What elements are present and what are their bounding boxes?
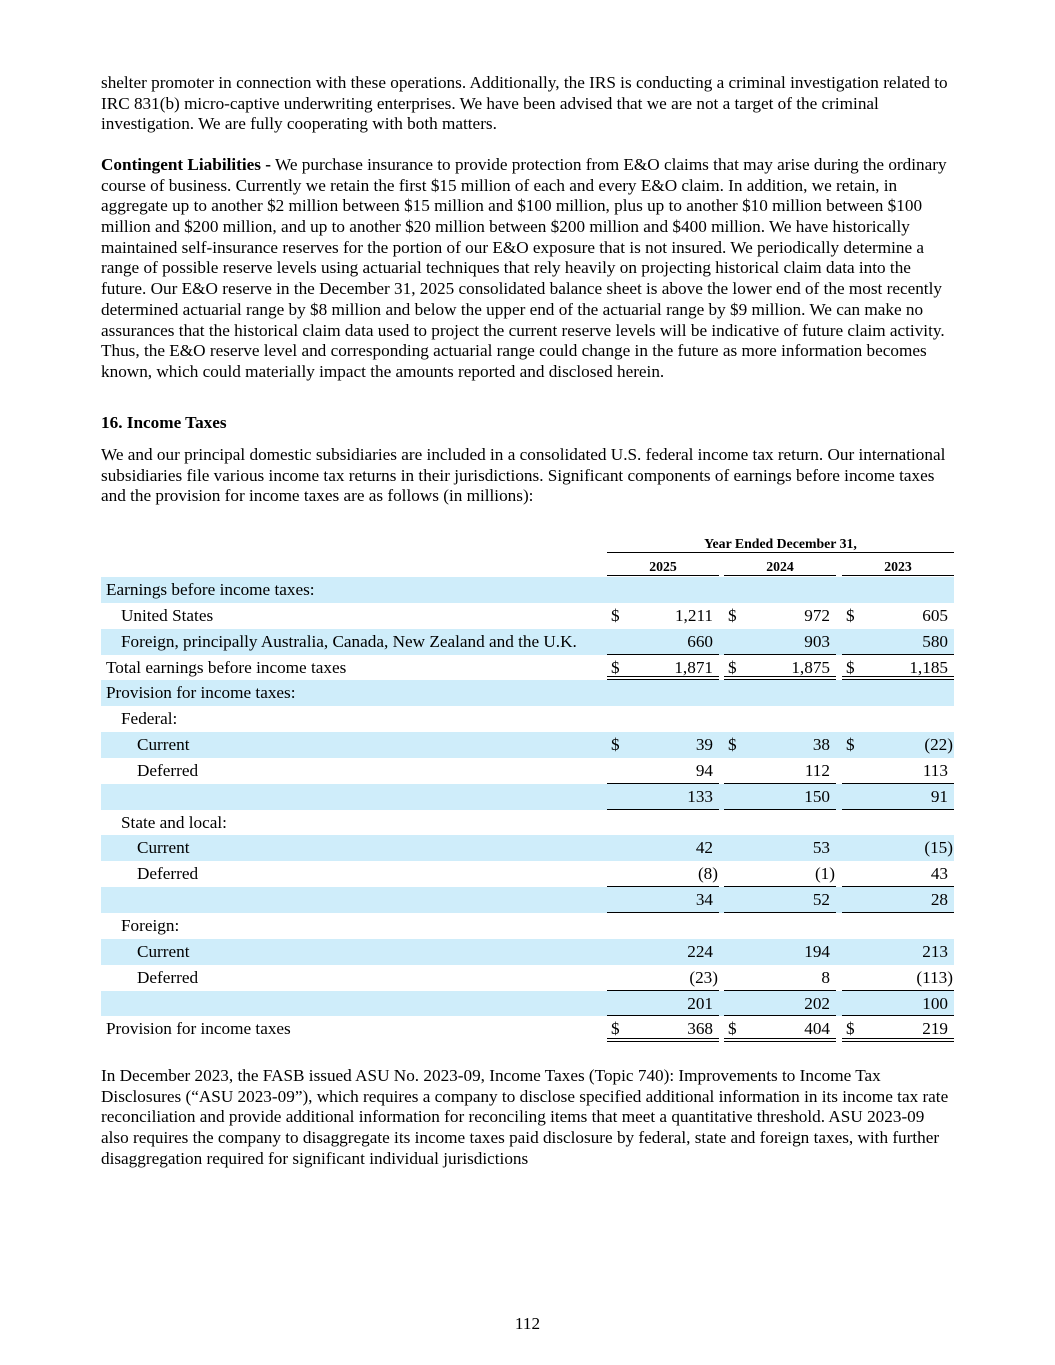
table-row (101, 629, 954, 655)
amount: 150 (804, 786, 830, 806)
amount: (15) (924, 838, 953, 858)
amount: 224 (687, 941, 713, 961)
amount: 201 (687, 993, 713, 1013)
cell-2023 (842, 784, 954, 810)
cell-2024 (724, 1016, 836, 1042)
table-row (101, 913, 954, 939)
table-row-subtotal (101, 887, 954, 913)
currency-symbol: $ (611, 1019, 620, 1039)
text-line: In December 2023, the FASB issued ASU No. 2023-09, Income Taxes (Topic 740): Improvements to Income Tax (101, 1066, 881, 1085)
amount: (8) (697, 864, 718, 884)
row-label: Current (137, 838, 190, 858)
row-label: Current (137, 941, 190, 961)
currency-symbol: $ (846, 657, 855, 677)
currency-symbol: $ (611, 735, 620, 755)
text-line: future. Our E&O reserve in the December 31, 2025 consolidated balance sheet is above the lower end of the most recently (101, 279, 942, 299)
column-header-2025: 2025 (607, 558, 719, 576)
currency-symbol: $ (728, 657, 737, 677)
amount: 972 (804, 605, 830, 625)
amount: 39 (695, 735, 713, 755)
table-row-subtotal (101, 784, 954, 810)
cell-2024 (724, 835, 836, 861)
amount: 94 (695, 760, 713, 780)
amount: 43 (930, 864, 948, 884)
row-label: United States (121, 605, 214, 625)
amount: 113 (922, 760, 948, 780)
text-line: and the provision for income taxes are as follows (in millions): (101, 486, 534, 506)
section-heading-text: 16. Income Taxes (101, 413, 227, 432)
table-row (101, 810, 954, 836)
cell-2024 (724, 603, 836, 629)
column-header-2024: 2024 (724, 558, 836, 576)
currency-symbol: $ (846, 605, 855, 625)
cell-2025 (607, 939, 719, 965)
currency-symbol: $ (846, 735, 855, 755)
amount: 34 (695, 890, 713, 910)
continuation-paragraph (101, 73, 955, 135)
amount: 112 (804, 760, 830, 780)
cell-2023 (842, 732, 954, 758)
cell-2024 (724, 732, 836, 758)
text-line: We and our principal domestic subsidiaries are included in a consolidated U.S. federal income tax return. Our international (101, 445, 946, 464)
text-line: IRC 831(b) micro-captive underwriting enterprises. We have been advised that we are not a target of the criminal (101, 93, 879, 113)
cell-2023 (842, 965, 954, 991)
table-row (101, 603, 954, 629)
currency-symbol: $ (728, 1019, 737, 1039)
amount: 202 (804, 993, 830, 1013)
amount: 28 (930, 890, 948, 910)
cell-2024 (724, 965, 836, 991)
table-row (101, 939, 954, 965)
cell-2023 (842, 629, 954, 655)
amount: 38 (812, 735, 830, 755)
cell-2025 (607, 603, 719, 629)
row-label: Provision for income taxes: (106, 683, 296, 703)
cell-2025 (607, 732, 719, 758)
amount: 404 (804, 1019, 830, 1039)
page-number: 112 (514, 1314, 541, 1333)
cell-2025 (607, 1016, 719, 1042)
text-line: also requires the company to disaggregate its income taxes paid disclosure by federal, state and foreign taxes, with further (101, 1128, 940, 1148)
income-taxes-intro-paragraph (101, 445, 955, 507)
amount: 1,185 (909, 657, 948, 677)
cell-2025 (607, 835, 719, 861)
currency-symbol: $ (846, 1019, 855, 1039)
currency-symbol: $ (728, 735, 737, 755)
text-line: reconciliation and provide additional information for reconciling items that meet a quantitative threshold. ASU 2023-09 (101, 1107, 925, 1127)
amount: 213 (922, 941, 948, 961)
amount: 42 (695, 838, 713, 858)
row-label: Current (137, 735, 190, 755)
table-row-subtotal (101, 991, 954, 1017)
amount: 52 (812, 890, 830, 910)
cell-2023 (842, 861, 954, 887)
text-line: known, which could materially impact the amounts reported and disclosed herein. (101, 361, 665, 381)
text-line: maintained self-insurance reserves for the portion of our E&O exposure that is not insured. We periodically determine a (101, 237, 925, 257)
text-line (101, 155, 955, 176)
text-line: million and $200 million, and up to another $20 million between $200 million and $400 million. We have historically (101, 217, 910, 237)
amount: 53 (812, 838, 830, 858)
table-row (101, 680, 954, 706)
cell-2024 (724, 991, 836, 1017)
cell-2024 (724, 629, 836, 655)
table-row-total (101, 655, 954, 681)
cell-2025 (607, 784, 719, 810)
amount: 1,871 (674, 657, 713, 677)
text-line: Disclosures (“ASU 2023-09”), which requires a company to disclose specified additional information in its income tax rate (101, 1086, 949, 1106)
table-row (101, 577, 954, 603)
income-taxes-table (101, 577, 954, 1042)
column-header-2023: 2023 (842, 558, 954, 576)
amount: 133 (687, 786, 713, 806)
amount: 660 (687, 631, 713, 651)
currency-symbol: $ (728, 605, 737, 625)
asu-paragraph (101, 1066, 955, 1169)
text-line: subsidiaries file various income tax returns in their jurisdictions. Significant components of earnings before income taxes (101, 465, 935, 485)
cell-2025 (607, 991, 719, 1017)
text-line: Thus, the E&O reserve level and corresponding actuarial range could change in the future as more information becomes (101, 341, 927, 361)
text-line: range of possible reserve levels using actuarial techniques that rely heavily on projecting historical claim data into the (101, 258, 911, 278)
cell-2023 (842, 991, 954, 1017)
text-line: investigation. We are fully cooperating with both matters. (101, 114, 497, 134)
table-row (101, 758, 954, 784)
text-line: aggregate up to another $2 million between $15 million and $100 million, plus up to another $10 million between $100 (101, 196, 923, 216)
cell-2025 (607, 629, 719, 655)
column-group-header: Year Ended December 31, (607, 535, 954, 553)
row-label: State and local: (121, 812, 227, 832)
amount: (1) (814, 864, 835, 884)
cell-2024 (724, 655, 836, 681)
text-line: shelter promoter in connection with these operations. Additionally, the IRS is conducting a criminal investigation related to (101, 73, 948, 92)
cell-2023 (842, 939, 954, 965)
cell-2024 (724, 939, 836, 965)
currency-symbol: $ (611, 657, 620, 677)
row-label: Foreign, principally Australia, Canada, New Zealand and the U.K. (121, 631, 577, 651)
row-label: Provision for income taxes (106, 1019, 291, 1039)
currency-symbol: $ (611, 605, 620, 625)
text-line: disaggregation required for significant individual jurisdictions (101, 1148, 529, 1168)
cell-2023 (842, 835, 954, 861)
section-heading (101, 413, 955, 434)
cell-2025 (607, 965, 719, 991)
cell-2024 (724, 784, 836, 810)
cell-2023 (842, 887, 954, 913)
amount: 1,211 (674, 605, 713, 625)
amount: 100 (922, 993, 948, 1013)
cell-2024 (724, 861, 836, 887)
cell-2025 (607, 887, 719, 913)
amount: 580 (922, 631, 948, 651)
amount: 903 (804, 631, 830, 651)
table-row (101, 965, 954, 991)
amount: 8 (821, 967, 830, 987)
amount: 91 (930, 786, 948, 806)
text-line: determined actuarial range by $8 million and below the upper end of the actuarial range by $9 million. We can make no (101, 299, 924, 319)
contingent-liabilities-paragraph (101, 155, 955, 383)
text-line: course of business. Currently we retain the first $15 million of each and every E&O claim. In addition, we retain, in (101, 175, 898, 195)
table-row (101, 732, 954, 758)
cell-2023 (842, 758, 954, 784)
amount: (23) (689, 967, 718, 987)
cell-2025 (607, 861, 719, 887)
amount: 219 (922, 1019, 948, 1039)
amount: (113) (916, 967, 953, 987)
amount: 194 (804, 941, 830, 961)
row-label: Total earnings before income taxes (106, 657, 347, 677)
row-label: Federal: (121, 709, 178, 729)
table-row (101, 706, 954, 732)
row-label: Foreign: (121, 915, 180, 935)
table-row (101, 861, 954, 887)
table-row-total (101, 1016, 954, 1042)
cell-2025 (607, 655, 719, 681)
row-label: Earnings before income taxes: (106, 580, 315, 599)
contingent-liabilities-lead: Contingent Liabilities - (101, 155, 271, 174)
cell-2023 (842, 1016, 954, 1042)
row-label: Deferred (137, 760, 199, 780)
amount: 605 (922, 605, 948, 625)
text-line-content: We purchase insurance to provide protection from E&O claims that may arise during the ordinary (274, 155, 947, 174)
amount: (22) (924, 735, 953, 755)
cell-2023 (842, 603, 954, 629)
text-line: assurances that the historical claim data used to project the current reserve levels will be indicative of future claim activity. (101, 320, 945, 340)
amount: 1,875 (791, 657, 830, 677)
cell-2024 (724, 758, 836, 784)
table-row (101, 835, 954, 861)
row-label: Deferred (137, 864, 199, 884)
cell-2025 (607, 758, 719, 784)
cell-2024 (724, 887, 836, 913)
cell-2023 (842, 655, 954, 681)
row-label: Deferred (137, 967, 199, 987)
amount: 368 (687, 1019, 713, 1039)
